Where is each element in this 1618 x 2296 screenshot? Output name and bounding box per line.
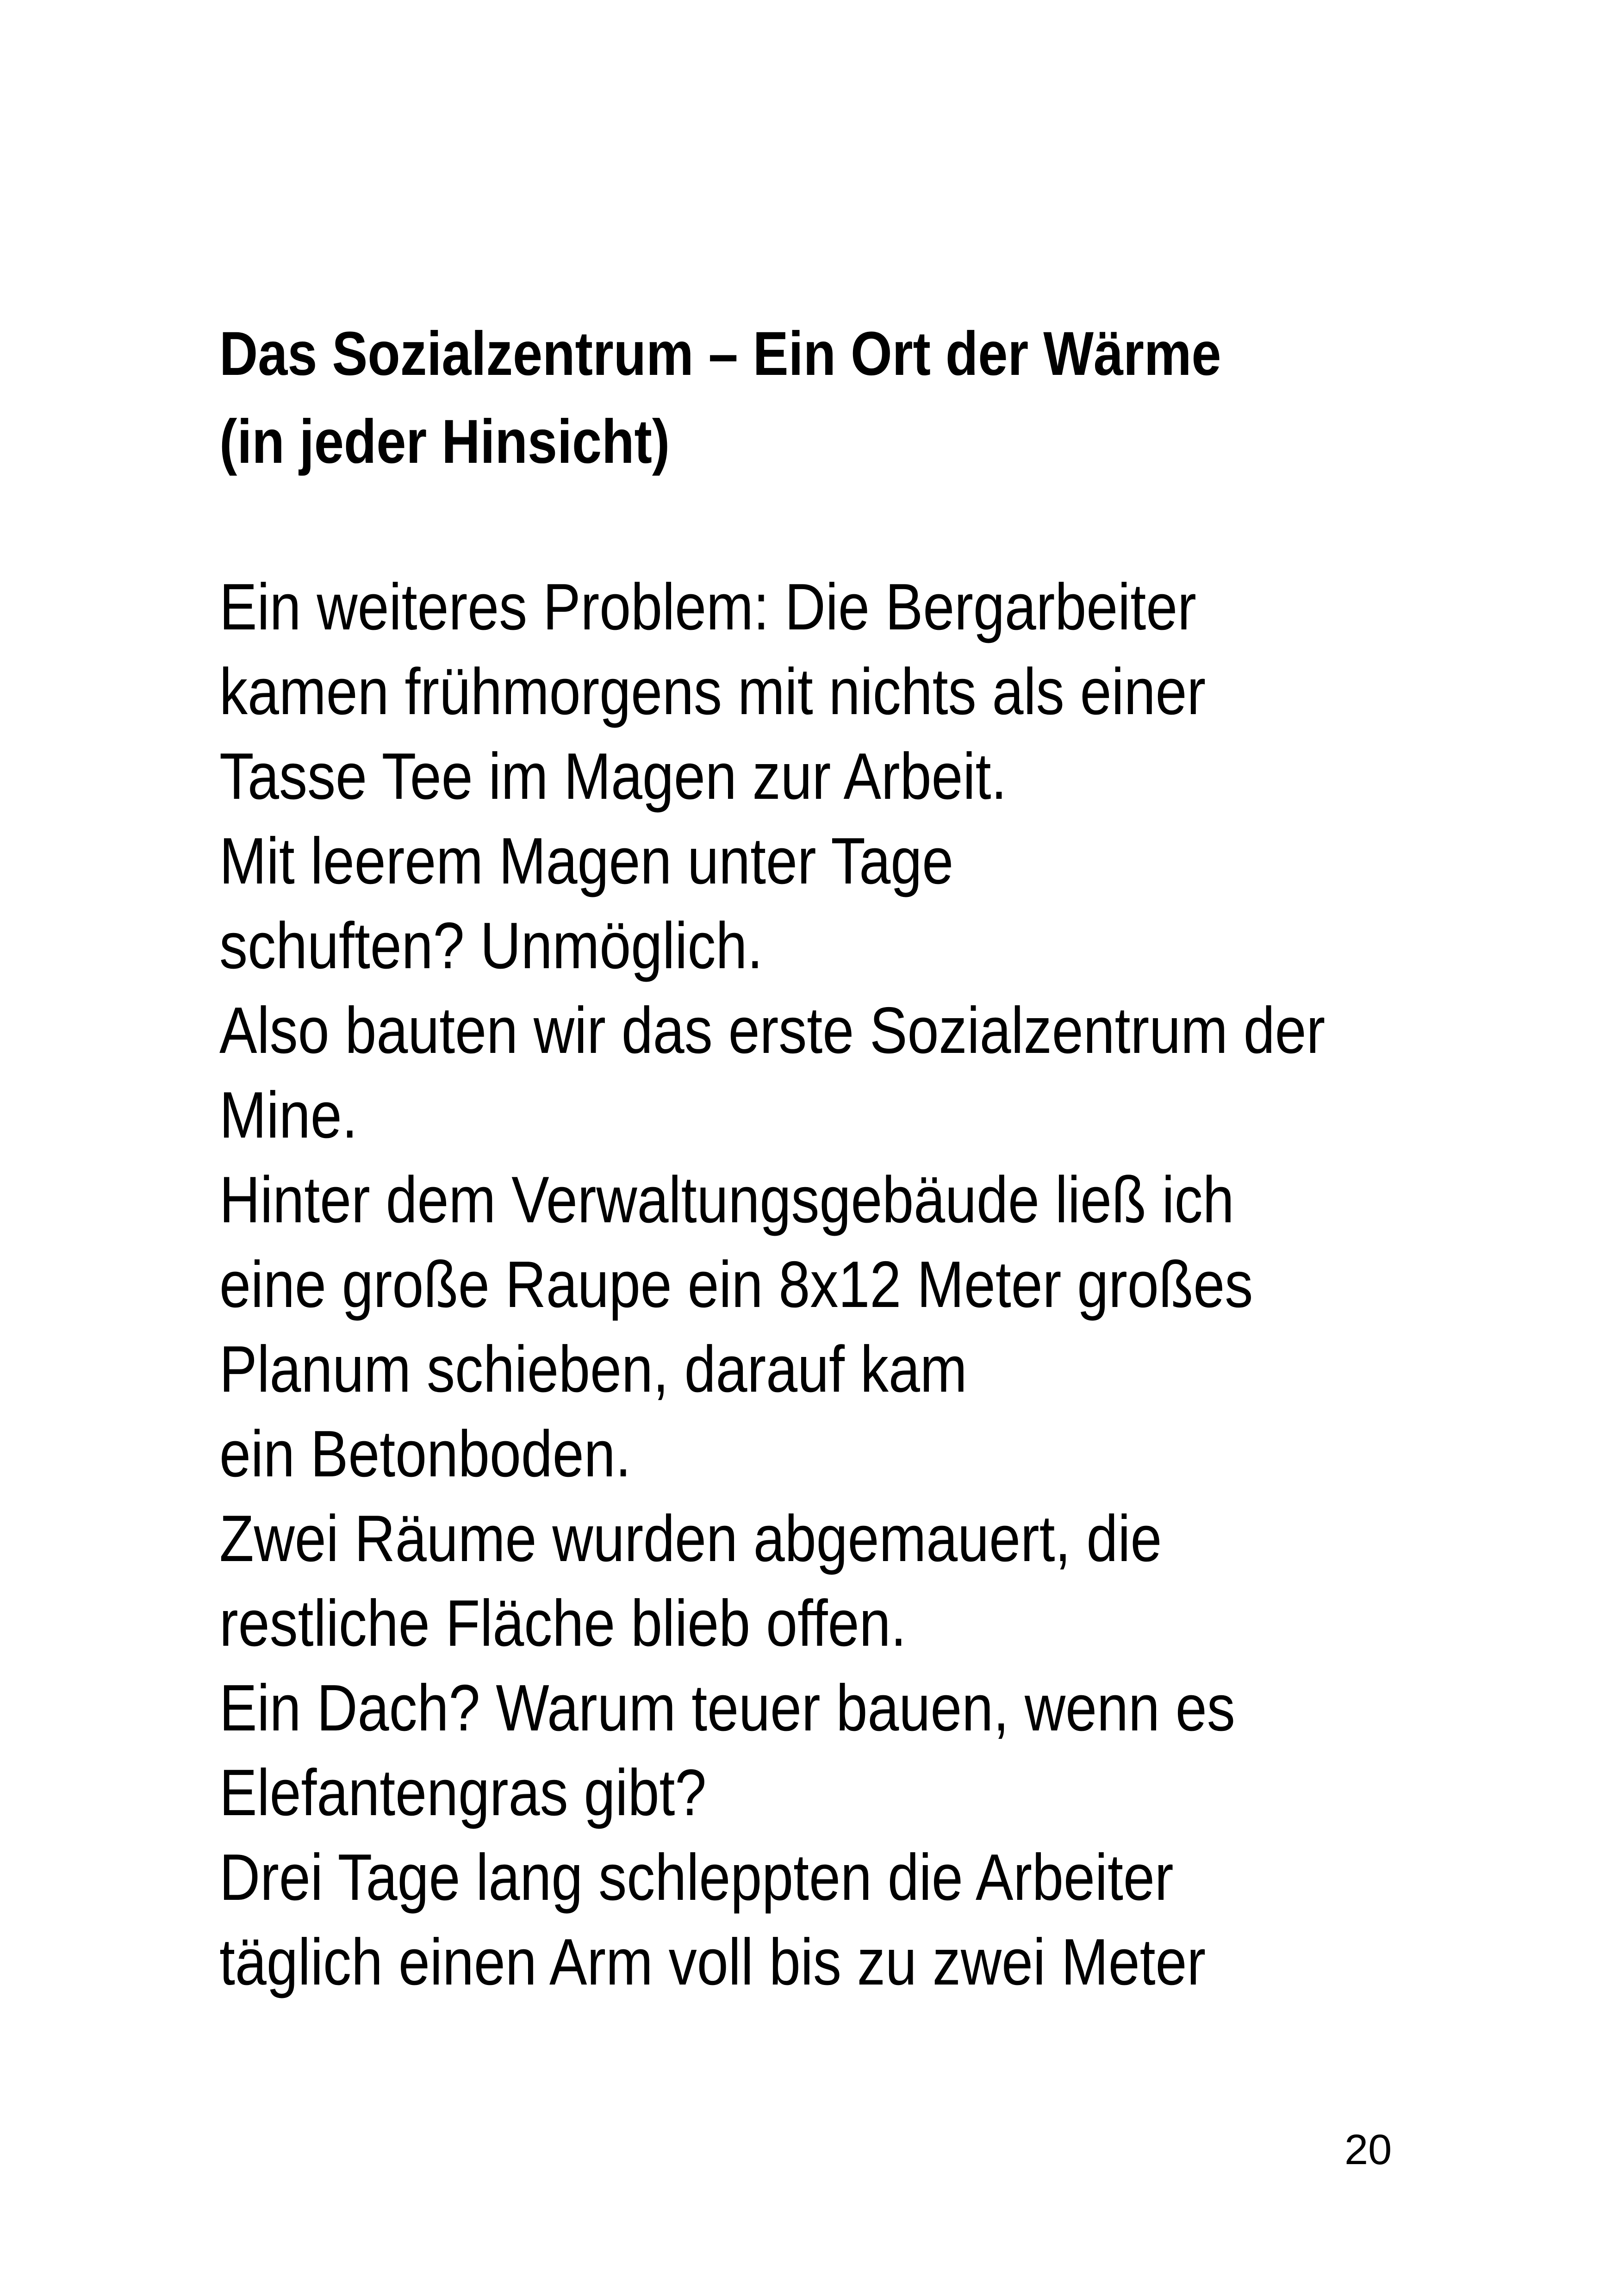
body-line: eine große Raupe ein 8x12 Meter großes [219, 1248, 1253, 1321]
body-line: restliche Fläche blieb offen. [219, 1587, 907, 1660]
page-number: 20 [1344, 2126, 1392, 2173]
body-line: Mit leerem Magen unter Tage [219, 824, 954, 898]
body-line: Tasse Tee im Magen zur Arbeit. [219, 740, 1007, 813]
body-line: Hinter dem Verwaltungsgebäude ließ ich [219, 1163, 1234, 1237]
heading-line: Das Sozialzentrum – Ein Ort der Wärme [219, 319, 1221, 388]
body-line: Zwei Räume wurden abgemauert, die [219, 1502, 1162, 1575]
section-heading [219, 310, 1294, 486]
body-line: Mine. [219, 1078, 358, 1152]
body-line: Ein weiteres Problem: Die Bergarbeiter [219, 570, 1196, 644]
body-line: Ein Dach? Warum teuer bauen, wenn es [219, 1671, 1235, 1745]
body-line: Also bauten wir das erste Sozialzentrum der [219, 994, 1326, 1067]
body-line: kamen frühmorgens mit nichts als einer [219, 655, 1206, 728]
body-line: Elefantengras gibt? [219, 1756, 707, 1829]
body-line: Drei Tage lang schleppten die Arbeiter [219, 1841, 1174, 1914]
body-line: schuften? Unmöglich. [219, 909, 763, 983]
body-line: ein Betonboden. [219, 1417, 631, 1491]
body-paragraph [219, 565, 1334, 2004]
body-line: täglich einen Arm voll bis zu zwei Meter [219, 1925, 1206, 1999]
heading-line: (in jeder Hinsicht) [219, 407, 670, 476]
body-line: Planum schieben, darauf kam [219, 1332, 967, 1406]
